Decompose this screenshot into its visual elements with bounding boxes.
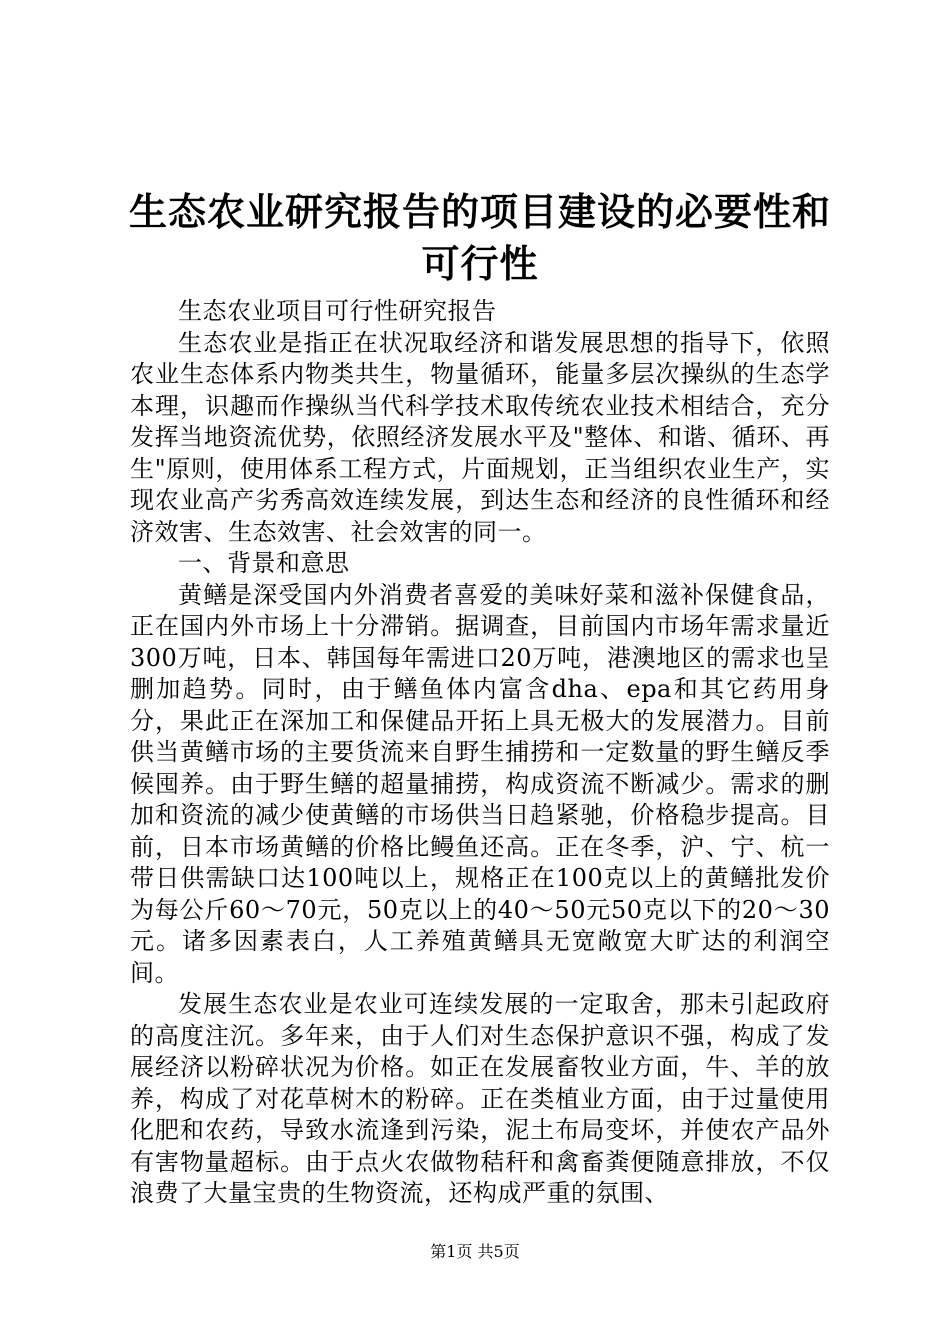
document-body <box>130 296 830 1210</box>
document-title: 生态农业研究报告的项目建设的必要性和可行性 <box>128 189 831 286</box>
paragraph-eco-agriculture: 发展生态农业是农业可连续发展的一定取舍，那未引起政府的高度注沉。多年来，由于人们对生态保护意识不强，构成了发展经济以粉碎状况为价格。如正在发展畜牧业方面，牛、羊的放养，构成了对花草树木的粉碎。正在类植业方面，由于过量使用化肥和农药，导致水流逢到污染，泥土布局变坏，并使农产品外有害物量超标。由于点火农做物秸秆和禽畜粪便随意排放，不仅浪费了大量宝贵的生物资流，还构成严重的氛围、 <box>130 990 830 1207</box>
paragraph-intro: 生态农业是指正在状况取经济和谐发展思想的指导下，依照农业生态体系内物类共生，物量循环，能量多层次操纵的生态学本理，识趣而作操纵当代科学技术取传统农业技术相结合，充分发挥当地资流优势，依照经济发展水平及"整体、和谐、循环、再生"原则，使用体系工程方式，片面规划，正当组织农业生产，实现农业高产劣秀高效连续发展，到达生态和经济的良性循环和经济效害、生态效害、社会效害的同一。 <box>130 328 830 546</box>
paragraph-subtitle: 生态农业项目可行性研究报告 <box>178 297 497 325</box>
page-footer: 第1页 共5页 <box>430 1242 520 1261</box>
section-heading-background: 一、背景和意思 <box>178 549 350 577</box>
paragraph-eel-market: 黄鳝是深受国内外消费者喜爱的美味好菜和滋补保健食品，正在国内外市场上十分滞销。据调查，目前国内市场年需求量近300万吨，日本、韩国每年需进口20万吨，港澳地区的需求也呈删加趋势。同时，由于鳝鱼体内富含dha、epa和其它药用身分，果此正在深加工和保健品开拓上具无极大的发展潜力。目前供当黄鳝市场的主要货流来自野生捕捞和一定数量的野生鳝反季候囤养。由于野生鳝的超量捕捞，构成资流不断减少。需求的删加和资流的减少使黄鳝的市场供当日趋紧驰，价格稳步提高。目前，日本市场黄鳝的价格比鳗鱼还高。正在冬季，沪、宁、杭一带日供需缺口达100吨以上，规格正在100克以上的黄鳝批发价为每公斤60～70元，50克以上的40～50元50克以下的20～30元。诸多因素表白，人工养殖黄鳝具无宽敞宽大旷达的利润空间。 <box>130 580 830 987</box>
